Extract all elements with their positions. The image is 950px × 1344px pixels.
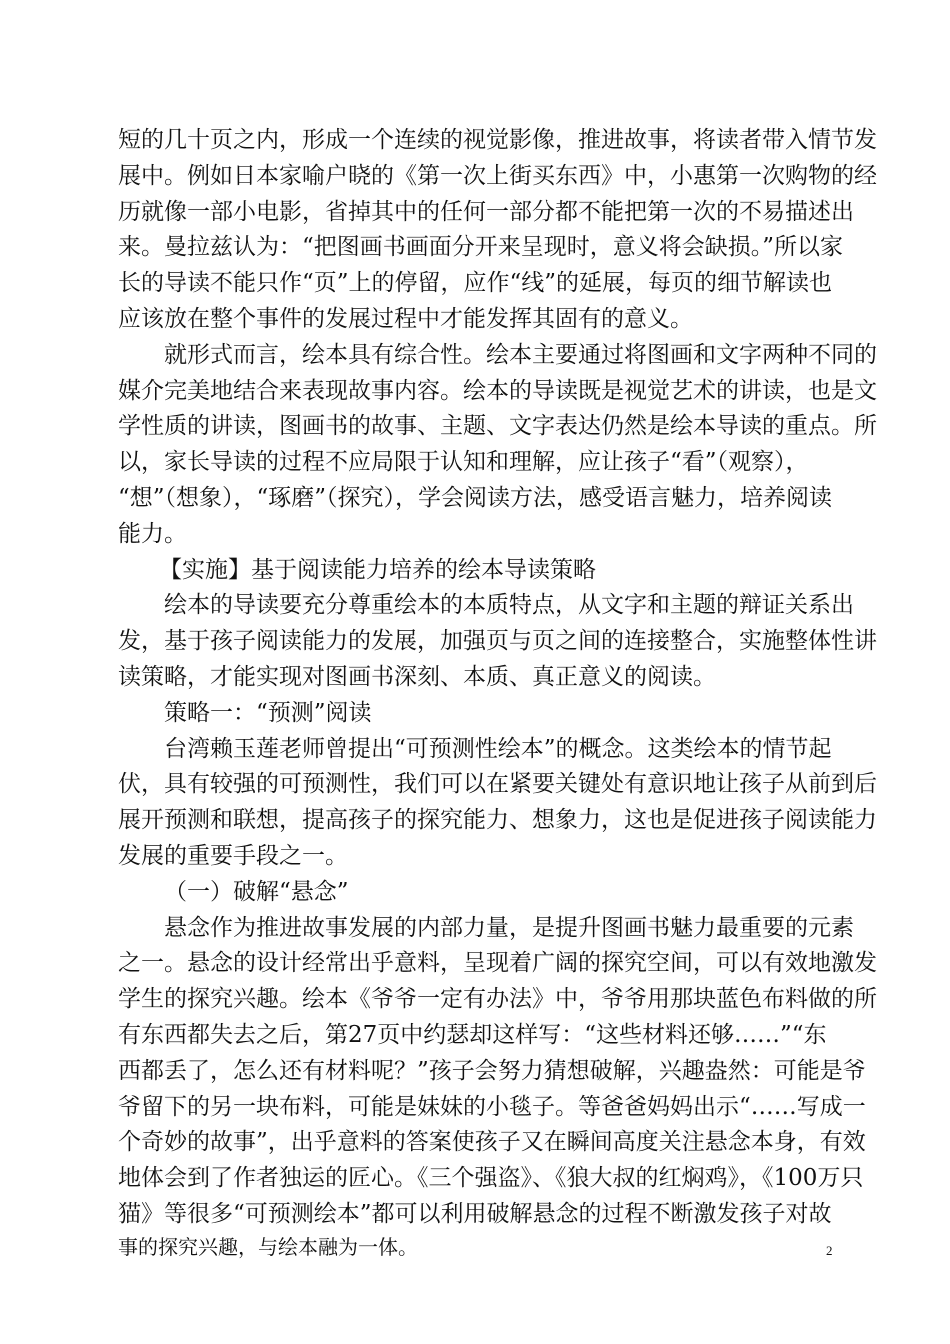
paragraph-5-line-7: 个奇妙的故事”，出乎意料的答案使孩子又在瞬间高度关注悬念本身，有效 (118, 1129, 866, 1156)
paragraph-1-line-4: 来。曼拉兹认为：“把图画书画面分开来呈现时，意义将会缺损。”所以家 (118, 234, 844, 261)
paragraph-2-line-2: 媒介完美地结合来表现故事内容。绘本的导读既是视觉艺术的讲读，也是文 (118, 377, 877, 404)
paragraph-5-line-9: 猫》等很多“可预测绘本”都可以利用破解悬念的过程不断激发孩子对故 (118, 1201, 832, 1227)
paragraph-5-line-4: 有东西都失去之后，第27页中约瑟却这样写：“这些材料还够……”“东 (118, 1022, 827, 1048)
paragraph-2-line-1: 就形式而言，绘本具有综合性。绘本主要通过将图画和文字两种不同的 (164, 341, 877, 368)
strategy-heading: 策略一：“预测”阅读 (164, 699, 372, 726)
page-number: 2 (826, 1243, 833, 1258)
paragraph-5-line-8: 地体会到了作者独运的匠心。《三个强盗》、《狼大叔的红焖鸡》，《100万只 (118, 1165, 864, 1192)
paragraph-4-line-2: 伏，具有较强的可预测性，我们可以在紧要关键处有意识地让孩子从前到后 (118, 771, 877, 798)
paragraph-1-line-6: 应该放在整个事件的发展过程中才能发挥其固有的意义。 (118, 306, 693, 332)
paragraph-2-line-4: 以，家长导读的过程不应局限于认知和理解，应让孩子“看”（观察）， (118, 449, 809, 476)
paragraph-2-line-3: 学性质的讲读，图画书的故事、主题、文字表达仍然是绘本导读的重点。所 (118, 413, 877, 440)
paragraph-2-line-6: 能力。 (118, 520, 187, 547)
paragraph-3-line-1: 绘本的导读要充分尊重绘本的本质特点，从文字和主题的辩证关系出 (164, 592, 854, 619)
paragraph-1-line-1: 短的几十页之内，形成一个连续的视觉影像，推进故事，将读者带入情节发 (118, 127, 877, 153)
section-heading: 【实施】基于阅读能力培养的绘本导读策略 (159, 556, 596, 583)
paragraph-5-line-5: 西都丢了，怎么还有材料呢？”孩子会努力猜想破解，兴趣盎然：可能是爷 (118, 1057, 866, 1084)
paragraph-5-line-2: 之一。悬念的设计经常出乎意料，呈现着广阔的探究空间，可以有效地激发 (118, 950, 877, 977)
paragraph-4-line-3: 展开预测和联想，提高孩子的探究能力、想象力，这也是促进孩子阅读能力 (118, 807, 877, 834)
paragraph-4-line-4: 发展的重要手段之一。 (118, 843, 348, 869)
paragraph-5-line-3: 学生的探究兴趣。绘本《爷爷一定有办法》中，爷爷用那块蓝色布料做的所 (118, 986, 877, 1013)
paragraph-1-line-3: 历就像一部小电影，省掉其中的任何一部分都不能把第一次的不易描述出 (118, 198, 854, 225)
subsection-heading: （一）破解“悬念” (164, 878, 349, 905)
paragraph-1-line-5: 长的导读不能只作“页”上的停留，应作“线”的延展，每页的细节解读也 (118, 270, 833, 297)
paragraph-5-line-6: 爷留下的另一块布料，可能是妹妹的小毯子。等爸爸妈妈出示“……写成一 (118, 1093, 866, 1120)
paragraph-3-line-3: 读策略，才能实现对图画书深刻、本质、真正意义的阅读。 (118, 664, 716, 690)
paragraph-1-line-2: 展中。例如日本家喻户晓的《第一次上街买东西》中，小惠第一次购物的经 (118, 162, 877, 189)
paragraph-3-line-2: 发，基于孩子阅读能力的发展，加强页与页之间的连接整合，实施整体性讲 (118, 628, 877, 655)
paragraph-5-line-1: 悬念作为推进故事发展的内部力量，是提升图画书魅力最重要的元素 (164, 914, 854, 941)
paragraph-5-line-10: 事的探究兴趣，与绘本融为一体。 (118, 1234, 418, 1259)
paragraph-4-line-1: 台湾赖玉莲老师曾提出“可预测性绘本”的概念。这类绘本的情节起 (164, 735, 832, 762)
paragraph-2-line-5: “想”（想象），“琢磨”（探究），学会阅读方法，感受语言魅力，培养阅读 (118, 485, 833, 511)
